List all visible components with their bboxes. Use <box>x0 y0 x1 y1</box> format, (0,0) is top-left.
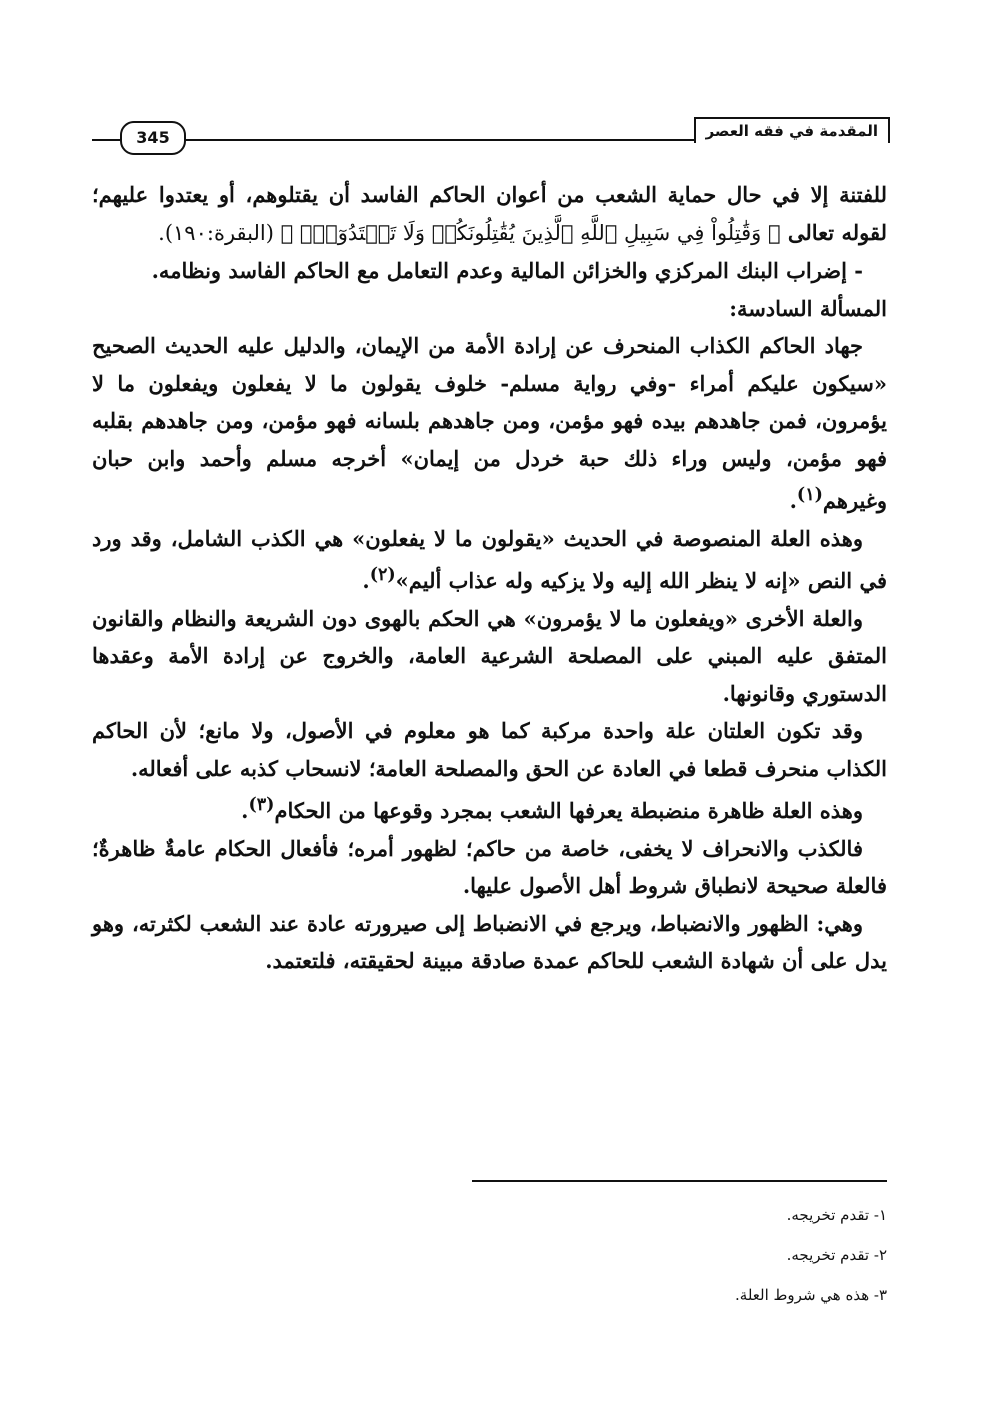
quran-verse: ﴿ وَقَٰتِلُواْ فِي سَبِيلِ ٱللَّهِ ٱلَّذِينَ يُقَٰتِلُونَكُمۡ وَلَا تَعۡتَدُوٓاْۚ ﴾ <box>280 220 781 245</box>
section-heading: المسألة السادسة: <box>729 295 887 321</box>
verse-reference: (البقرة:١٩٠). <box>158 220 281 245</box>
running-header-title: المقدمة في فقه العصر <box>694 117 890 143</box>
paragraph-3: جهاد الحاكم الكذاب المنحرف عن إرادة الأمة من الإيمان، والدليل عليه الحديث الصحيح «سيكون عليكم أمراء -وفي رواية مسلم- خلوف يقولون ما لا يفعلون ويفعلون ما لا يؤمرون، فمن جاهدهم بيده فهو مؤمن، ومن جاهدهم بلسانه فهو مؤمن، ومن جاهدهم بقلبه فهو مؤمن، وليس وراء ذلك حبة خردل من إيمان» أخرجه مسلم وأحمد وابن حبان وغيرهم$^{(١)}$. <box>92 333 887 513</box>
footnote-marker-1[interactable]: (١) <box>796 485 823 505</box>
page-number: 345 <box>120 121 186 155</box>
footnote-marker-2[interactable]: (٢) <box>369 565 396 585</box>
paragraph-6: وقد تكون العلتان علة واحدة مركبة كما هو معلوم في الأصول، ولا مانع؛ لأن الحاكم الكذاب منحرف قطعا في العادة عن الحق والمصلحة العامة؛ لانسحاب كذبه على أفعاله. <box>92 718 887 781</box>
footnote-3: ٣- هذه هي شروط العلة. <box>735 1286 887 1304</box>
paragraph-9: وهي: الظهور والانضباط، ويرجع في الانضباط إلى صيرورته عادة عند الشعب لكثرته، وهو يدل على أن شهادة الشعب للحاكم عمدة صادقة مبينة لحقيقته، فلتعتمد. <box>92 910 887 973</box>
paragraph-4-text: وهذه العلة المنصوصة في الحديث «يقولون ما لا يفعلون» هي الكذب الشامل، وقد ورد في النص «إنه لا ينظر الله إليه ولا يزكيه وله عذاب أليم» <box>92 525 887 593</box>
paragraph-7: وهذه العلة ظاهرة منضبطة يعرفها الشعب بمجرد وقوعها من الحكام$^{(٣)}$. <box>241 795 863 823</box>
paragraph-1-text: للفتنة إلا في حال حماية الشعب من أعوان الحاكم الفاسد أن يقتلوهم، أو يعتدوا عليهم؛ لقوله تعالى <box>92 182 887 245</box>
paragraph-8: فالكذب والانحراف لا يخفى، خاصة من حاكم؛ لظهور أمره؛ فأفعال الحكام عامةٌ ظاهرةٌ؛ فالعلة صحيحة لانطباق شروط أهل الأصول عليها. <box>92 835 887 898</box>
paragraph-5: والعلة الأخرى «ويفعلون ما لا يؤمرون» هي الحكم بالهوى دون الشريعة والنظام والقانون المتفق عليه المبني على المصلحة الشرعية العامة، والخروج عن إرادة الأمة وعقدها الدستوري وقانونها. <box>92 605 887 706</box>
paragraph-1 <box>92 176 887 252</box>
footnotes <box>387 1195 887 1315</box>
paragraph-3-text: جهاد الحاكم الكذاب المنحرف عن إرادة الأمة من الإيمان، والدليل عليه الحديث الصحيح «سيكون عليكم أمراء -وفي رواية مسلم- خلوف يقولون ما لا يفعلون ويفعلون ما لا يؤمرون، فمن جاهدهم بيده فهو مؤمن، ومن جاهدهم بلسانه فهو مؤمن، ومن جاهدهم بقلبه فهو مؤمن، وليس وراء ذلك حبة خردل من إيمان» أخرجه مسلم وأحمد وابن حبان وغيرهم <box>92 333 887 513</box>
footnote-1: ١- تقدم تخريجه. <box>786 1206 887 1224</box>
paragraph-2: - إضراب البنك المركزي والخزائن المالية وعدم التعامل مع الحاكم الفاسد ونظامه. <box>151 258 863 283</box>
paragraph-7-text: وهذه العلة ظاهرة منضبطة يعرفها الشعب بمجرد وقوعها من الحكام <box>274 798 863 823</box>
footnote-separator <box>472 1180 887 1182</box>
paragraph-4: وهذه العلة المنصوصة في الحديث «يقولون ما لا يفعلون» هي الكذب الشامل، وقد ورد في النص «إنه لا ينظر الله إليه ولا يزكيه وله عذاب أليم»$^{(٢)}$. <box>92 525 887 593</box>
footnote-2: ٢- تقدم تخريجه. <box>786 1246 887 1264</box>
page-body <box>92 176 887 980</box>
footnote-marker-3[interactable]: (٣) <box>248 795 275 815</box>
